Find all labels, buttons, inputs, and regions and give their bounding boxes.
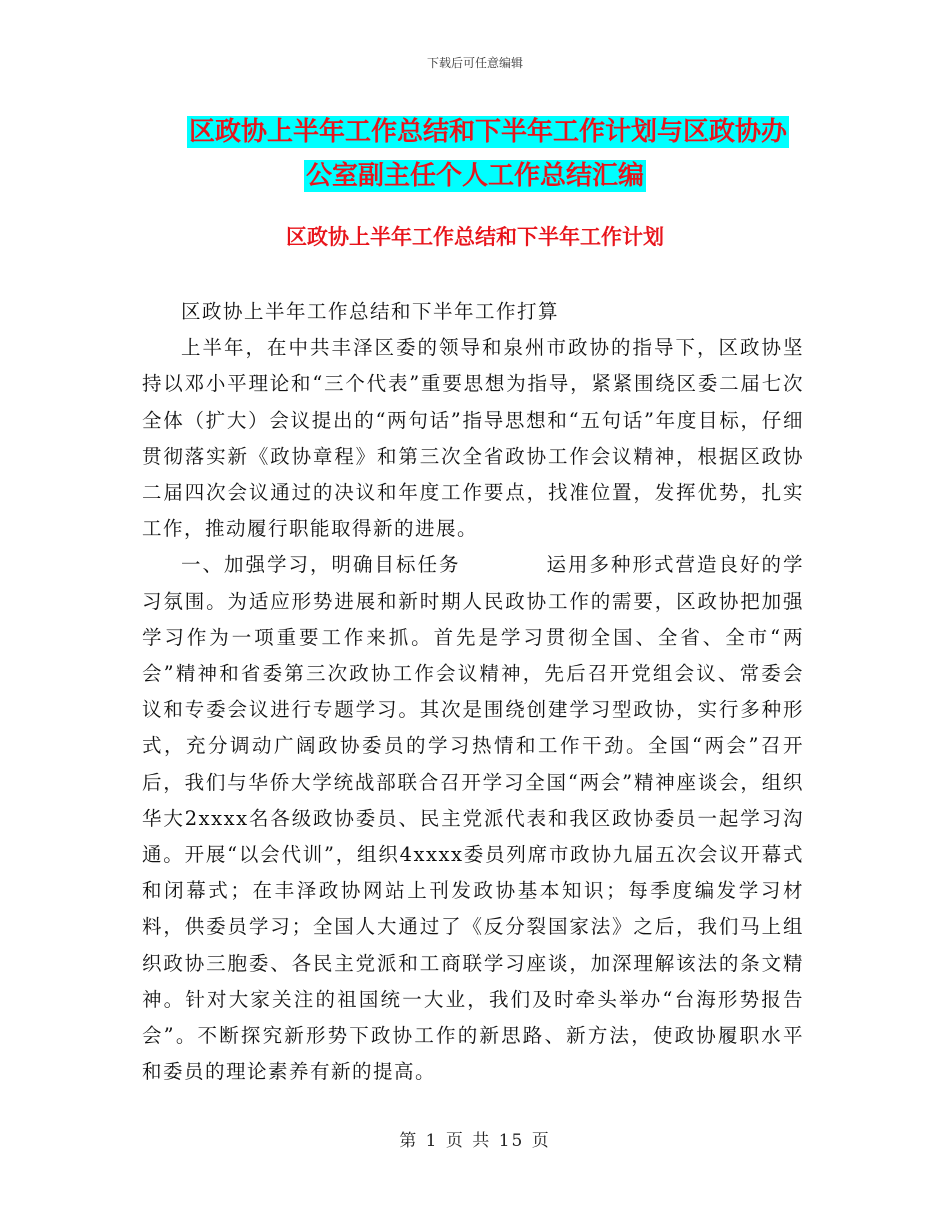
document-title-line-1 (0, 112, 950, 152)
document-body (142, 294, 804, 1090)
page-footer: 第 1 页 共 15 页 (399, 1131, 551, 1151)
paragraph-subtitle: 区政协上半年工作总结和下半年工作打算 (181, 300, 560, 323)
document-title-text-1: 区政协上半年工作总结和下半年工作计划与区政协办 (188, 117, 787, 147)
document-title-line-2 (0, 156, 950, 196)
paragraph-intro: 上半年，在中共丰泽区委的领导和泉州市政协的指导下，区政协坚持以邓小平理论和“三个代表”重要思想为指导，紧紧围绕区委二届七次全体（扩大）会议提出的“两句话”指导思想和“五句话”年度目标，仔细贯彻落实新《政协章程》和第三次全省政协工作会议精神，根据区政协二届四次会议通过的决议和年度工作要点，找准位置，发挥优势，扎实工作，推动履行职能取得新的进展。 (142, 336, 804, 541)
paragraph-section-one: 一、加强学习，明确目标任务 运用多种形式营造良好的学习氛围。为适应形势进展和新时期人民政协工作的需要，区政协把加强学习作为一项重要工作来抓。首先是学习贯彻全国、全省、全市“两会”精神和省委第三次政协工作会议精神，先后召开党组会议、常委会议和专委会议进行专题学习。其次是围绕创建学习型政协，实行多种形式，充分调动广阔政协委员的学习热情和工作干劲。全国“两会”召开后，我们与华侨大学统战部联合召开学习全国“两会”精神座谈会，组织华大2xxxx名各级政协委员、民主党派代表和我区政协委员一起学习沟通。开展“以会代训”，组织4xxxx委员列席市政协九届五次会议开幕式和闭幕式；在丰泽政协网站上刊发政协基本知识；每季度编发学习材料，供委员学习；全国人大通过了《反分裂国家法》之后，我们马上组织政协三胞委、各民主党派和工商联学习座谈，加深理解该法的条文精神。针对大家关注的祖国统一大业，我们及时牵头举办“台海形势报告会”。不断探究新形势下政协工作的新思路、新方法，使政协履职水平和委员的理论素养有新的提高。 (142, 553, 804, 1084)
header-note: 下载后可任意编辑 (426, 56, 523, 70)
section-title: 区政协上半年工作总结和下半年工作计划 (286, 225, 664, 249)
document-title-text-2: 公室副主任个人工作总结汇编 (305, 161, 644, 191)
